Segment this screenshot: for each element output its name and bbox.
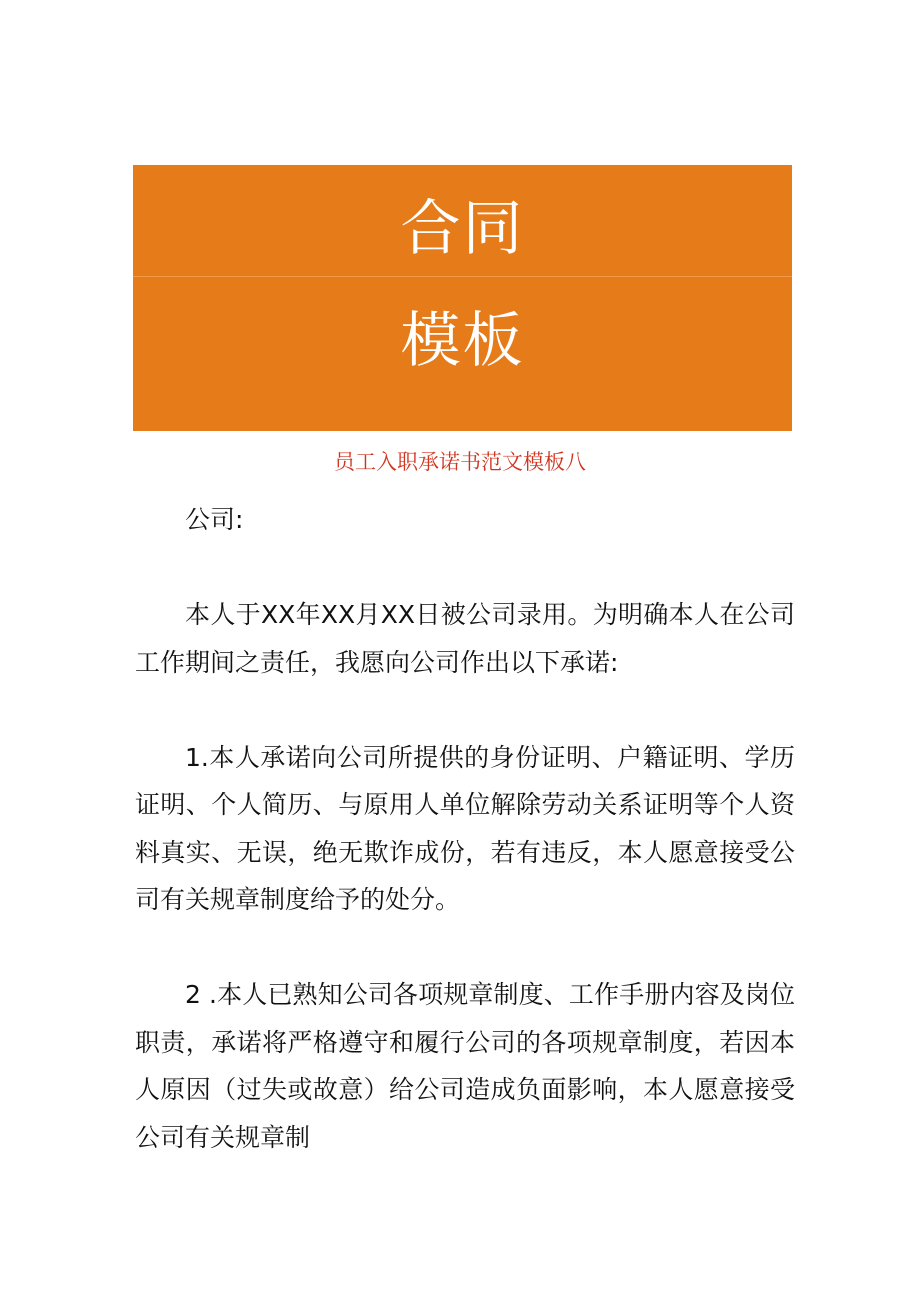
- paragraph-item-1: 1.本人承诺向公司所提供的身份证明、户籍证明、学历证明、个人简历、与原用人单位解除劳动关系证明等个人资料真实、无误，绝无欺诈成份，若有违反，本人愿意接受公司有关规章制度给予的处分。: [135, 742, 795, 914]
- document-body: [135, 496, 795, 1161]
- cover-banner: [133, 165, 792, 431]
- banner-title-line-2: 模板: [400, 306, 525, 376]
- paragraph-item-2: 2 .本人已熟知公司各项规章制度、工作手册内容及岗位职责，承诺将严格遵守和履行公司的各项规章制度，若因本人原因（过失或故意）给公司造成负面影响，本人愿意接受公司有关规章制: [135, 980, 795, 1152]
- paragraph-intro: 本人于XX年XX月XX日被公司录用。为明确本人在公司工作期间之责任，我愿向公司作出以下承诺:: [135, 600, 795, 677]
- banner-title-line-1: 合同: [400, 194, 525, 264]
- banner-divider: [133, 276, 792, 277]
- salutation: 公司:: [185, 505, 244, 534]
- document-title: 员工入职承诺书范文模板八: [334, 450, 586, 474]
